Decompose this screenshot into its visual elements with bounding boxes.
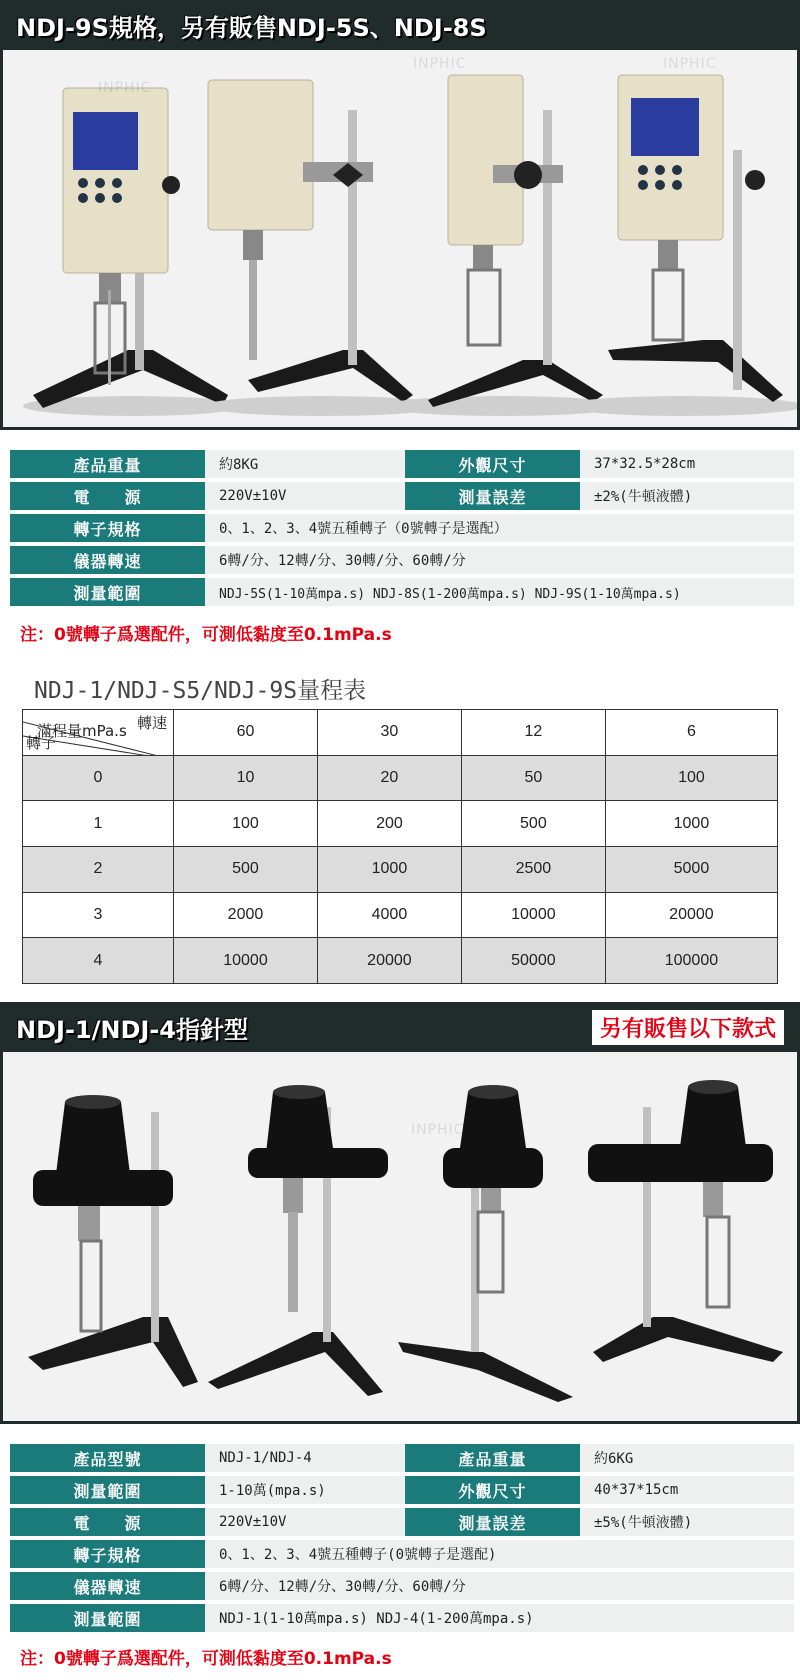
spec-row <box>10 514 794 542</box>
rotor-cell: 1 <box>23 801 174 847</box>
spec-row <box>10 1444 794 1472</box>
spec-value: 1-10萬(mpa.s) <box>205 1476 405 1504</box>
spec-label: 測量範圍 <box>10 1604 205 1632</box>
spec-row <box>10 546 794 574</box>
rotor-cell: 4 <box>23 938 174 984</box>
spec-label: 測量範圍 <box>10 1476 205 1504</box>
corner-range-label: 滿程量mPa.s <box>37 722 127 740</box>
table-row <box>23 892 778 938</box>
spec-label: 轉子規格 <box>10 514 205 542</box>
spec-row <box>10 1540 794 1568</box>
spec-value: 0、1、2、3、4號五種轉子(0號轉子是選配) <box>205 1540 794 1568</box>
section2-banner <box>0 1002 800 1052</box>
watermark: INPHIC <box>413 56 467 72</box>
section1-banner-title: NDJ-9S規格，另有販售NDJ-5S、NDJ-8S <box>16 13 487 42</box>
speed-header: 6 <box>605 710 777 756</box>
range-cell: 100000 <box>605 938 777 984</box>
digital-viscometers-illustration <box>3 50 797 427</box>
spec-label: 產品重量 <box>405 1444 580 1472</box>
spec-label: 外觀尺寸 <box>405 450 580 478</box>
range-header-row <box>23 710 778 756</box>
watermark: INPHIC <box>411 1122 465 1138</box>
table-row <box>23 938 778 984</box>
range-cell: 2500 <box>461 846 605 892</box>
spec-value: 約8KG <box>205 450 405 478</box>
range-cell: 20 <box>317 755 461 801</box>
spec-label: 儀器轉速 <box>10 546 205 574</box>
range-cell: 10 <box>174 755 318 801</box>
table-row <box>23 801 778 847</box>
spec-label: 外觀尺寸 <box>405 1476 580 1504</box>
spec-label: 產品重量 <box>10 450 205 478</box>
watermark: INPHIC <box>663 56 717 72</box>
section2-note: 注：0號轉子爲選配件，可測低黏度至0.1mPa.s <box>20 1649 392 1669</box>
spec-label: 產品型號 <box>10 1444 205 1472</box>
rotor-cell: 0 <box>23 755 174 801</box>
rotor-cell: 2 <box>23 846 174 892</box>
digital-viscometer-photo <box>0 50 800 430</box>
spec-value: NDJ-5S(1-10萬mpa.s) NDJ-8S(1-200萬mpa.s) NDJ-9S(1-10萬mpa.s) <box>205 578 794 606</box>
spec-label: 轉子規格 <box>10 1540 205 1568</box>
dial-viscometer-unit-2 <box>208 1085 388 1396</box>
range-cell: 500 <box>461 801 605 847</box>
spec-label: 電 源 <box>10 482 205 510</box>
spec-value: 220V±10V <box>205 482 405 510</box>
dial-viscometer-photo <box>0 1052 800 1424</box>
spec-value: 6轉/分、12轉/分、30轉/分、60轉/分 <box>205 1572 794 1600</box>
range-cell: 100 <box>174 801 318 847</box>
dial-viscometer-unit-4 <box>588 1080 783 1362</box>
spec-value: 0、1、2、3、4號五種轉子（0號轉子是選配） <box>205 514 794 542</box>
dial-viscometer-unit-1 <box>28 1095 198 1387</box>
corner-rotor-label: 轉子 <box>26 733 57 752</box>
spec-value: 37*32.5*28cm <box>580 450 794 478</box>
corner-speed-label: 轉速 <box>136 714 167 732</box>
section1-spec-table <box>10 446 794 610</box>
range-cell: 20000 <box>605 892 777 938</box>
range-cell: 50000 <box>461 938 605 984</box>
spec-label: 測量誤差 <box>405 1508 580 1536</box>
section1-note: 注：0號轉子爲選配件，可測低黏度至0.1mPa.s <box>20 625 392 645</box>
range-cell: 4000 <box>317 892 461 938</box>
range-cell: 100 <box>605 755 777 801</box>
range-cell: 2000 <box>174 892 318 938</box>
range-cell: 50 <box>461 755 605 801</box>
range-cell: 10000 <box>461 892 605 938</box>
spec-value: 6轉/分、12轉/分、30轉/分、60轉/分 <box>205 546 794 574</box>
dial-viscometers-illustration <box>3 1052 797 1421</box>
spec-row <box>10 1572 794 1600</box>
table-row <box>23 755 778 801</box>
section2-banner-title: NDJ-1/NDJ-4指針型 <box>16 1015 248 1044</box>
range-cell: 1000 <box>317 846 461 892</box>
spec-row <box>10 1508 794 1536</box>
section1-banner <box>0 0 800 50</box>
speed-header: 60 <box>174 710 318 756</box>
range-cell: 500 <box>174 846 318 892</box>
spec-value: 40*37*15cm <box>580 1476 794 1504</box>
range-cell: 5000 <box>605 846 777 892</box>
spec-value: NDJ-1/NDJ-4 <box>205 1444 405 1472</box>
range-cell: 1000 <box>605 801 777 847</box>
spec-value: ±5%(牛頓液體) <box>580 1508 794 1536</box>
viscometer-unit-2 <box>203 80 443 416</box>
spec-label: 電 源 <box>10 1508 205 1536</box>
rotor-cell: 3 <box>23 892 174 938</box>
viscometer-unit-4 <box>563 75 797 416</box>
table-row <box>23 846 778 892</box>
spec-label: 測量範圍 <box>10 578 205 606</box>
speed-header: 12 <box>461 710 605 756</box>
spec-value: NDJ-1(1-10萬mpa.s) NDJ-4(1-200萬mpa.s) <box>205 1604 794 1632</box>
range-corner-cell <box>23 710 174 756</box>
range-cell: 20000 <box>317 938 461 984</box>
section2-banner-right: 另有販售以下款式 <box>592 1010 784 1045</box>
watermark: INPHIC <box>98 80 152 96</box>
spec-row <box>10 1476 794 1504</box>
spec-label: 儀器轉速 <box>10 1572 205 1600</box>
section2-spec-table <box>10 1440 794 1636</box>
spec-row <box>10 450 794 478</box>
spec-row <box>10 482 794 510</box>
spec-value: 220V±10V <box>205 1508 405 1536</box>
range-cell: 10000 <box>174 938 318 984</box>
range-cell: 200 <box>317 801 461 847</box>
spec-row <box>10 578 794 606</box>
speed-header: 30 <box>317 710 461 756</box>
spec-value: 約6KG <box>580 1444 794 1472</box>
spec-row <box>10 1604 794 1632</box>
range-table <box>22 709 778 984</box>
viscometer-unit-3 <box>383 75 623 416</box>
range-table-title: NDJ-1/NDJ-S5/NDJ-9S量程表 <box>34 678 367 704</box>
spec-value: ±2%(牛頓液體) <box>580 482 794 510</box>
spec-label: 測量誤差 <box>405 482 580 510</box>
